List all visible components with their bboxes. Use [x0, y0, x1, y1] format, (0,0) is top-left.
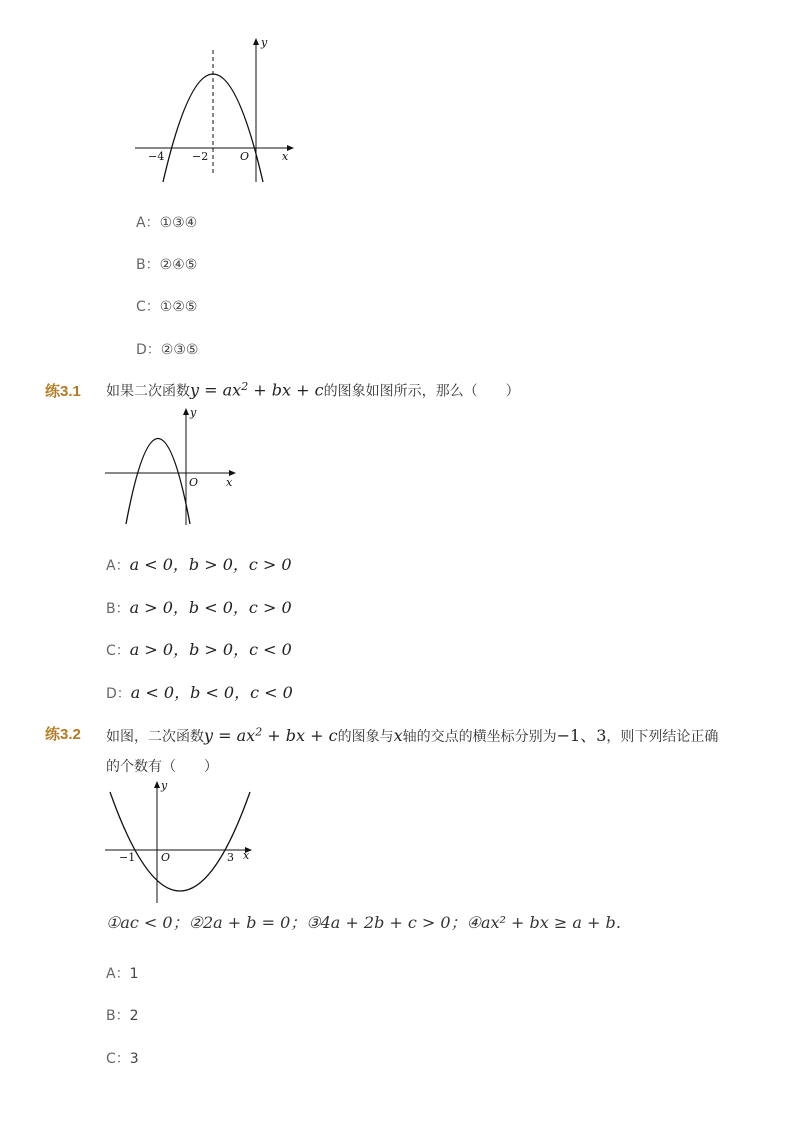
- q2-option-b[interactable]: B：2: [106, 1008, 139, 1024]
- question-number-3-2: 练3.2: [45, 726, 81, 743]
- graph3-x-neg1: −1: [119, 851, 136, 864]
- graph1-x-label: x: [282, 150, 289, 163]
- parabola-graph-3-1: [100, 400, 250, 530]
- graph3-x-label: x: [243, 849, 250, 862]
- q1-option-c[interactable]: C：a > 0，b > 0，c < 0: [106, 640, 292, 659]
- graph3-origin: O: [161, 851, 171, 864]
- graph1-x-neg4: −4: [148, 150, 165, 163]
- graph3-y-label: y: [161, 779, 168, 792]
- question-3-1-stem: 如果二次函数$y = ax^2$ + bx + c的图象如图所示，那么（ ）: [106, 380, 520, 400]
- graph2-origin: O: [189, 476, 199, 489]
- graph2-x-label: x: [226, 476, 233, 489]
- question-number-3-1: 练3.1: [45, 383, 81, 400]
- q1-option-d[interactable]: D：a < 0，b < 0，c < 0: [106, 683, 293, 702]
- graph1-x-neg2: −2: [192, 150, 209, 163]
- graph1-origin: O: [240, 150, 250, 163]
- parabola-graph-1: [130, 30, 300, 190]
- q0-option-d[interactable]: D：②③⑤: [136, 342, 199, 358]
- parabola-graph-3-2: [100, 775, 260, 905]
- q2-option-c[interactable]: C：3: [106, 1051, 139, 1067]
- question-3-2-stem: 如图，二次函数$y = ax^2$ + bx + c的图象与x轴的交点的横坐标分别为−1、3，则下列结论正确: [106, 725, 719, 745]
- q0-option-b[interactable]: B：②④⑤: [136, 257, 198, 273]
- q0-option-c[interactable]: C：①②⑤: [136, 299, 198, 315]
- question-3-2-conclusions: ①ac < 0；②2a + b = 0；③4a + 2b + c > 0；④ax² + bx ≥ a + b．: [106, 913, 632, 932]
- graph3-x-3: 3: [227, 851, 234, 864]
- q1-option-a[interactable]: A：a < 0，b > 0，c > 0: [106, 555, 292, 574]
- graph2-y-label: y: [190, 406, 197, 419]
- q1-option-b[interactable]: B：a > 0，b < 0，c > 0: [106, 598, 292, 617]
- question-3-2-stem-line2: 的个数有（ ）: [106, 759, 218, 775]
- q2-option-a[interactable]: A：1: [106, 966, 139, 982]
- q0-option-a[interactable]: A：①③④: [136, 215, 198, 231]
- graph1-y-label: y: [261, 36, 268, 49]
